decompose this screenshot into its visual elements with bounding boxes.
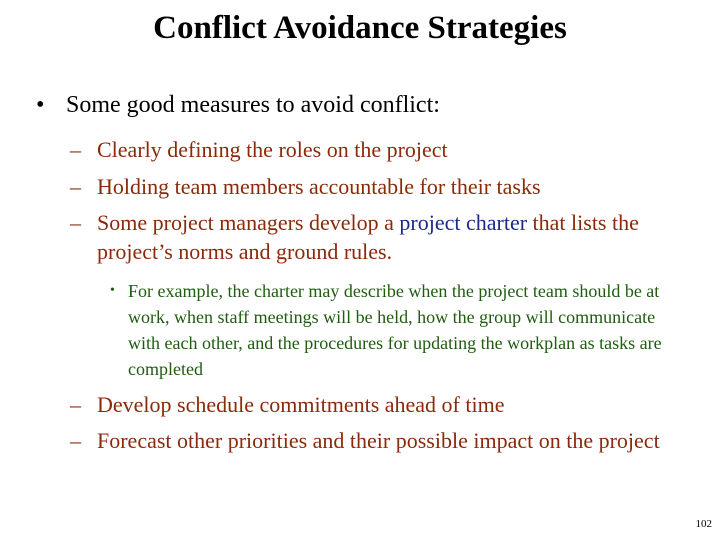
bullet-marker: • <box>110 283 115 298</box>
main-bullet <box>36 92 440 119</box>
dash-marker: – <box>70 392 81 417</box>
charter-text-after: that lists the project’s norms and ground rules. <box>97 210 639 264</box>
sub-bullet-text: Holding team members accountable for their tasks <box>97 174 541 199</box>
bullet-marker: • <box>36 92 45 118</box>
sub-bullet-text: Develop schedule commitments ahead of time <box>97 392 505 417</box>
sub-sub-bullet-example <box>110 278 670 382</box>
sub-bullet-accountable <box>70 172 670 201</box>
sub-bullet-forecast <box>70 426 670 455</box>
sub-bullet-text: Forecast other priorities and their possible impact on the project <box>97 428 660 453</box>
sub-sub-bullet-text: For example, the charter may describe when the project team should be at work, when staff meetings will be held, how the group will communicate with each other, and the procedures for updating the workplan as tasks are completed <box>128 281 662 379</box>
page-number: 102 <box>695 518 712 530</box>
sub-bullet-text <box>97 208 670 266</box>
project-charter-highlight: project charter <box>399 210 528 235</box>
dash-marker: – <box>70 210 81 235</box>
sub-bullet-charter <box>70 208 670 266</box>
sub-bullet-roles <box>70 135 670 164</box>
main-bullet-text: Some good measures to avoid conflict: <box>66 92 440 118</box>
charter-text-before: Some project managers develop a <box>97 210 400 235</box>
dash-marker: – <box>70 174 81 199</box>
sub-bullet-schedule <box>70 390 670 419</box>
dash-marker: – <box>70 428 81 453</box>
slide-title: Conflict Avoidance Strategies <box>153 10 567 46</box>
sub-bullet-text: Clearly defining the roles on the project <box>97 137 448 162</box>
dash-marker: – <box>70 137 81 162</box>
